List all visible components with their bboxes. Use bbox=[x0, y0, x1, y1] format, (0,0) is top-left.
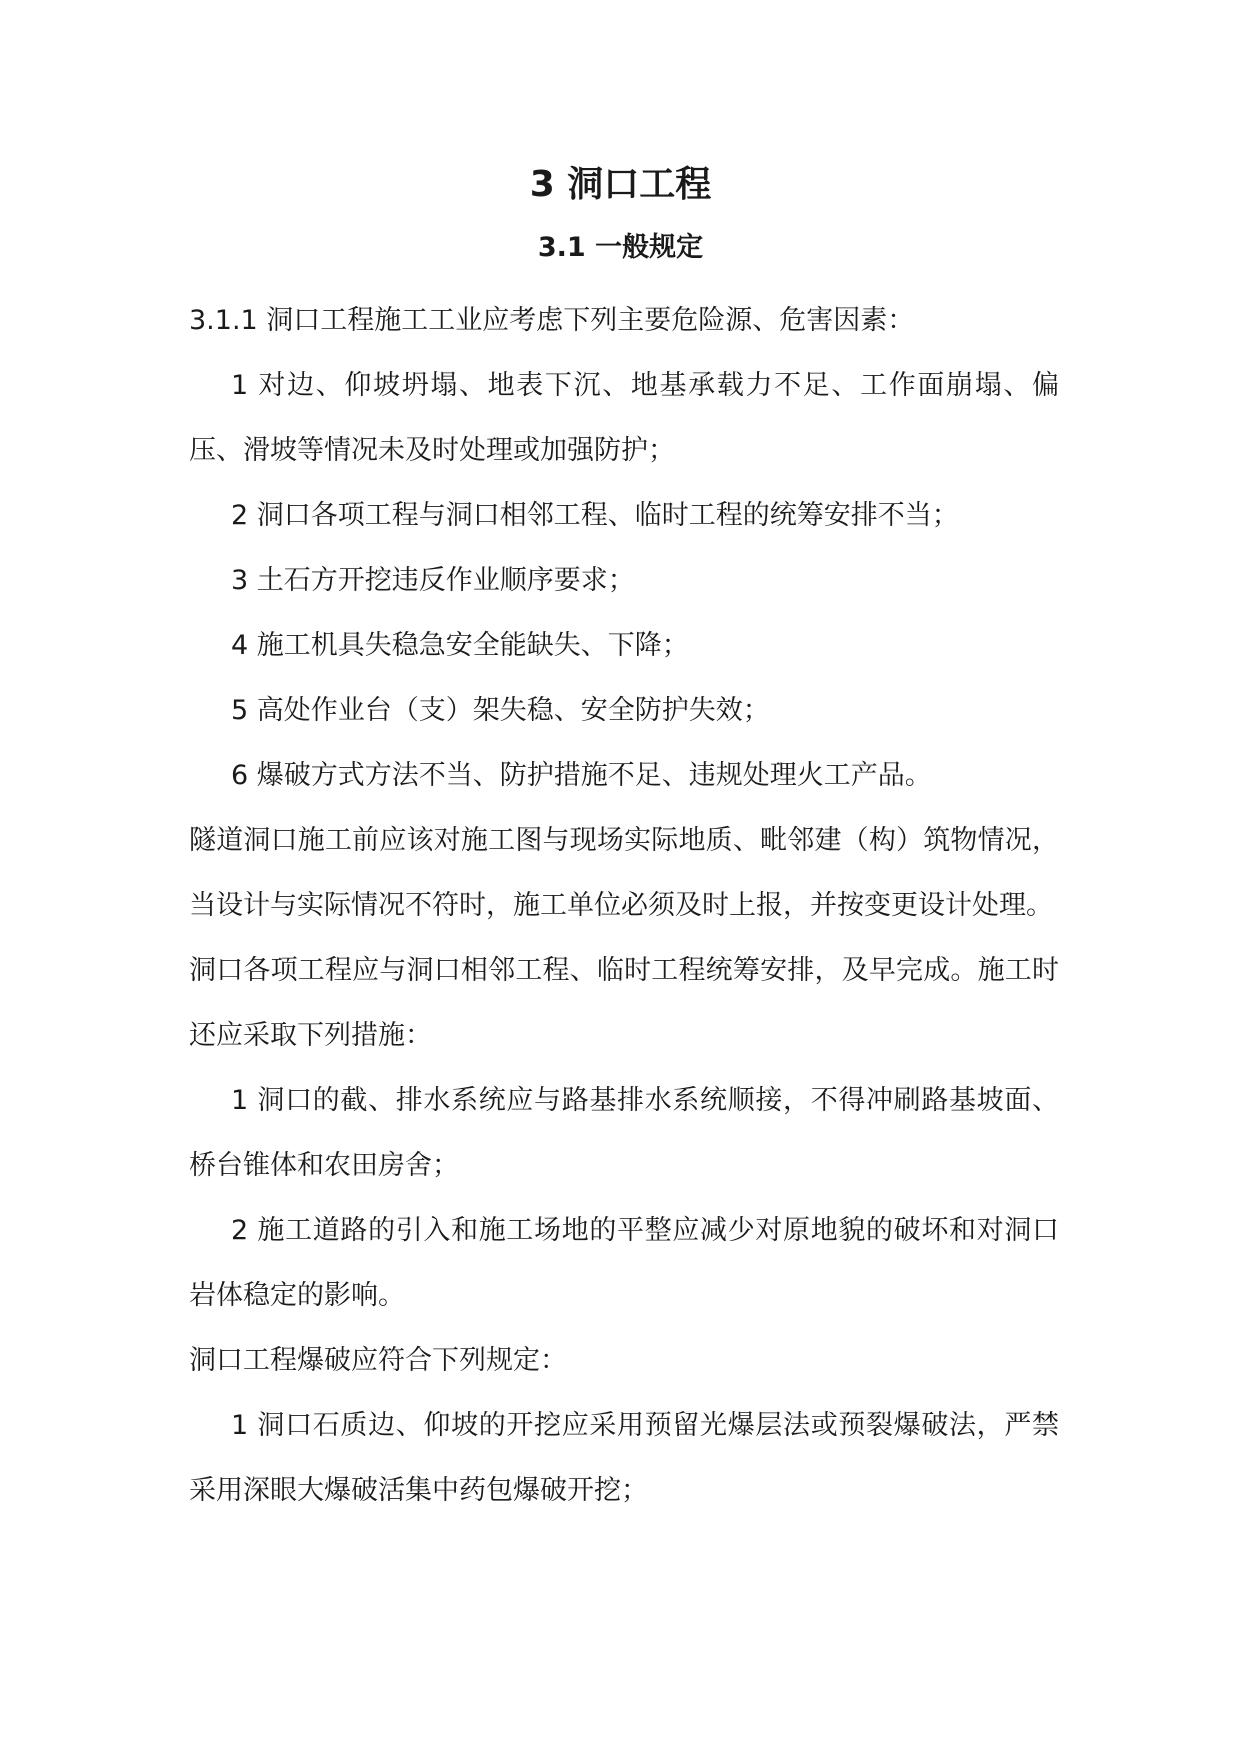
section-title: 3.1 一般规定 bbox=[537, 232, 704, 263]
hazard-item-3: 3 土石方开挖违反作业顺序要求； bbox=[231, 565, 635, 596]
coordination-paragraph: 洞口各项工程应与洞口相邻工程、临时工程统筹安排，及早完成。施工时还应采取下列措施： bbox=[189, 955, 1059, 1051]
blasting-item-1: 1 洞口石质边、仰坡的开挖应采用预留光爆层法或预裂爆破法，严禁采用深眼大爆破活集中药包爆破开挖； bbox=[189, 1410, 1059, 1506]
hazard-item-2: 2 洞口各项工程与洞口相邻工程、临时工程的统筹安排不当； bbox=[231, 500, 959, 531]
chapter-title: 3 洞口工程 bbox=[529, 164, 712, 205]
clause-3-1-1-intro: 3.1.1 洞口工程施工工业应考虑下列主要危险源、危害因素： bbox=[189, 305, 915, 336]
measure-item-1: 1 洞口的截、排水系统应与路基排水系统顺接，不得冲刷路基坡面、桥台锥体和农田房舍； bbox=[189, 1085, 1059, 1181]
measure-item-2: 2 施工道路的引入和施工场地的平整应减少对原地貌的破坏和对洞口岩体稳定的影响。 bbox=[189, 1215, 1059, 1311]
body-text bbox=[189, 288, 1059, 1523]
hazard-item-6: 6 爆破方式方法不当、防护措施不足、违规处理火工产品。 bbox=[231, 760, 932, 791]
hazard-item-4: 4 施工机具失稳急安全能缺失、下降； bbox=[231, 630, 689, 661]
hazard-item-1: 1 对边、仰坡坍塌、地表下沉、地基承载力不足、工作面崩塌、偏压、滑坡等情况未及时处理或加强防护； bbox=[189, 370, 1059, 466]
blasting-intro-paragraph: 洞口工程爆破应符合下列规定： bbox=[189, 1345, 567, 1376]
hazard-item-5: 5 高处作业台（支）架失稳、安全防护失效； bbox=[231, 695, 770, 726]
design-check-paragraph: 隧道洞口施工前应该对施工图与现场实际地质、毗邻建（构）筑物情况，当设计与实际情况不符时，施工单位必须及时上报，并按变更设计处理。 bbox=[189, 825, 1059, 921]
